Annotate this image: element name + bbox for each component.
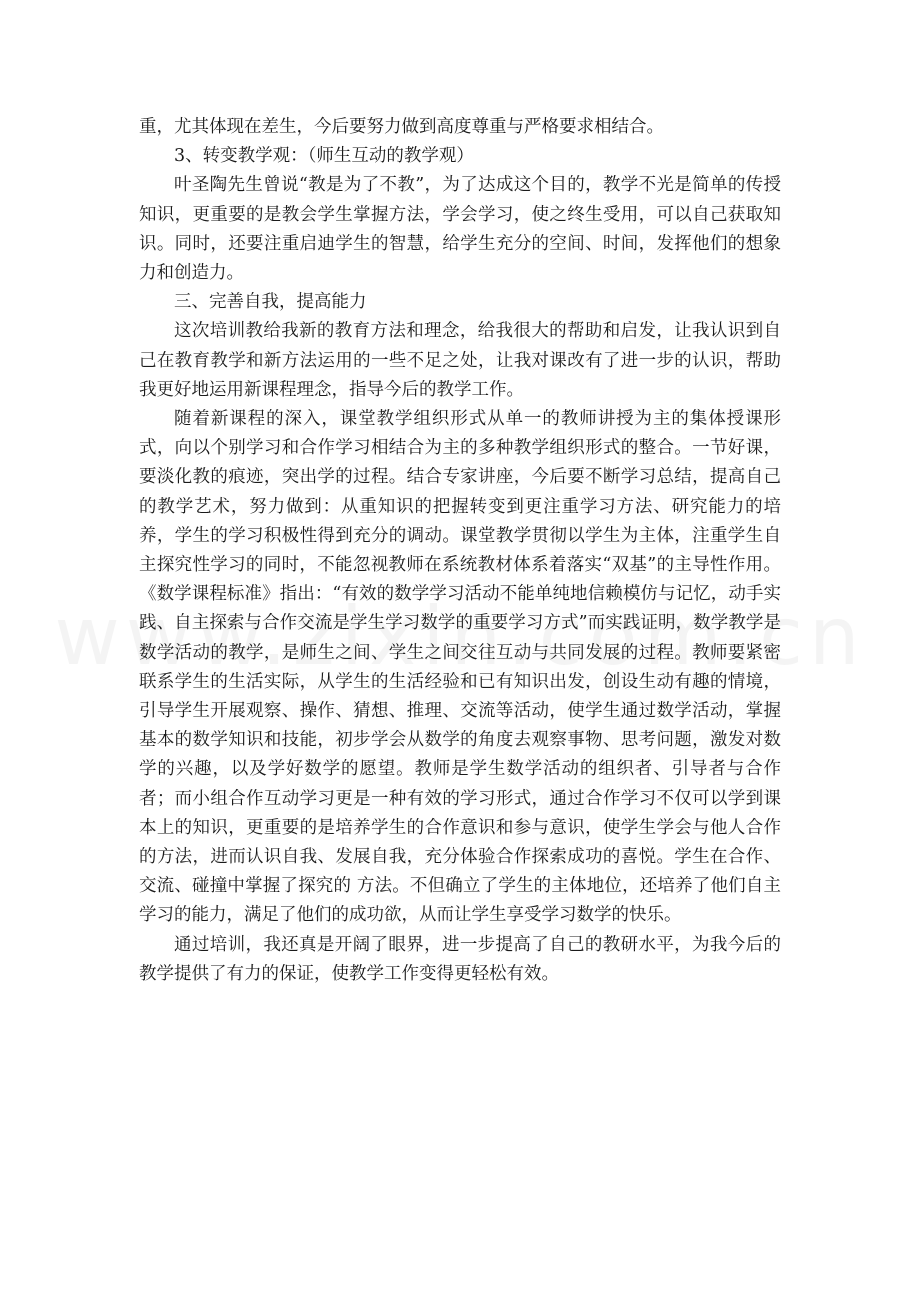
paragraph-ye-shengtao-quote: 叶圣陶先生曾说“教是为了不教”，为了达成这个目的，教学不光是简单的传授知识，更重要的是教会学生掌握方法，学会学习，使之终生受用，可以自己获取知识。同时，还要注重启迪学生的智慧，给学生充分的空间、时间，发挥他们的想象力和创造力。 (139, 175, 781, 284)
paragraph-training-reflection: 这次培训教给我新的教育方法和理念，给我很大的帮助和启发，让我认识到自己在教育教学和新方法运用的一些不足之处，让我对课改有了进一步的认识，帮助我更好地运用新课程理念，指导今后的教学工作。 (139, 321, 781, 400)
paragraph-new-curriculum: 随着新课程的深入，课堂教学组织形式从单一的教师讲授为主的集体授课形式，向以个别学习和合作学习相结合为主的多种教学组织形式的整合。一节好课，要淡化教的痕迹，突出学的过程。结合专家讲座，今后要不断学习总结，提高自己的教学艺术，努力做到：从重知识的把握转变到更注重学习方法、研究能力的培养，学生的学习积极性得到充分的调动。课堂教学贯彻以学生为主体，注重学生自主探究性学习的同时，不能忽视教师在系统教材体系着落实“双基”的主导性作用。《数学课程标准》指出：“有效的数学学习活动不能单纯地信赖模仿与记忆，动手实践、自主探索与合作交流是学生学习数学的重要学习方式”而实践证明，数学教学是数学活动的教学，是师生之间、学生之间交往互动与共同发展的过程。教师要紧密联系学生的生活实际，从学生的生活经验和已有知识出发，创设生动有趣的情境，引导学生开展观察、操作、猜想、推理、交流等活动，使学生通过数学活动，掌握基本的数学知识和技能，初步学会从数学的角度去观察事物、思考问题，激发对数学的兴趣，以及学好数学的愿望。教师是学生数学活动的组织者、引导者与合作者；而小组合作互动学习更是一种有效的学习形式，通过合作学习不仅可以学到课本上的知识，更重要的是培养学生的合作意识和参与意识，使学生学会与他人合作的方法，进而认识自我、发展自我，充分体验合作探索成功的喜悦。学生在合作、交流、碰撞中掌握了探究的 方法。不但确立了学生的主体地位，还培养了他们自主学习的能力，满足了他们的成功欲，从而让学生享受学习数学的快乐。 (139, 409, 781, 926)
paragraph-continuation: 重，尤其体现在差生，今后要努力做到高度尊重与严格要求相结合。 (139, 117, 664, 137)
section-heading-teaching-view: 3、转变教学观：（师生互动的教学观） (174, 146, 474, 167)
document-page (139, 113, 781, 989)
section-heading-self-improvement: 三、完善自我，提高能力 (174, 292, 367, 313)
paragraph-conclusion: 通过培训，我还真是开阔了眼界，进一步提高了自己的教研水平，为我今后的教学提供了有力的保证，使教学工作变得更轻松有效。 (139, 934, 781, 984)
